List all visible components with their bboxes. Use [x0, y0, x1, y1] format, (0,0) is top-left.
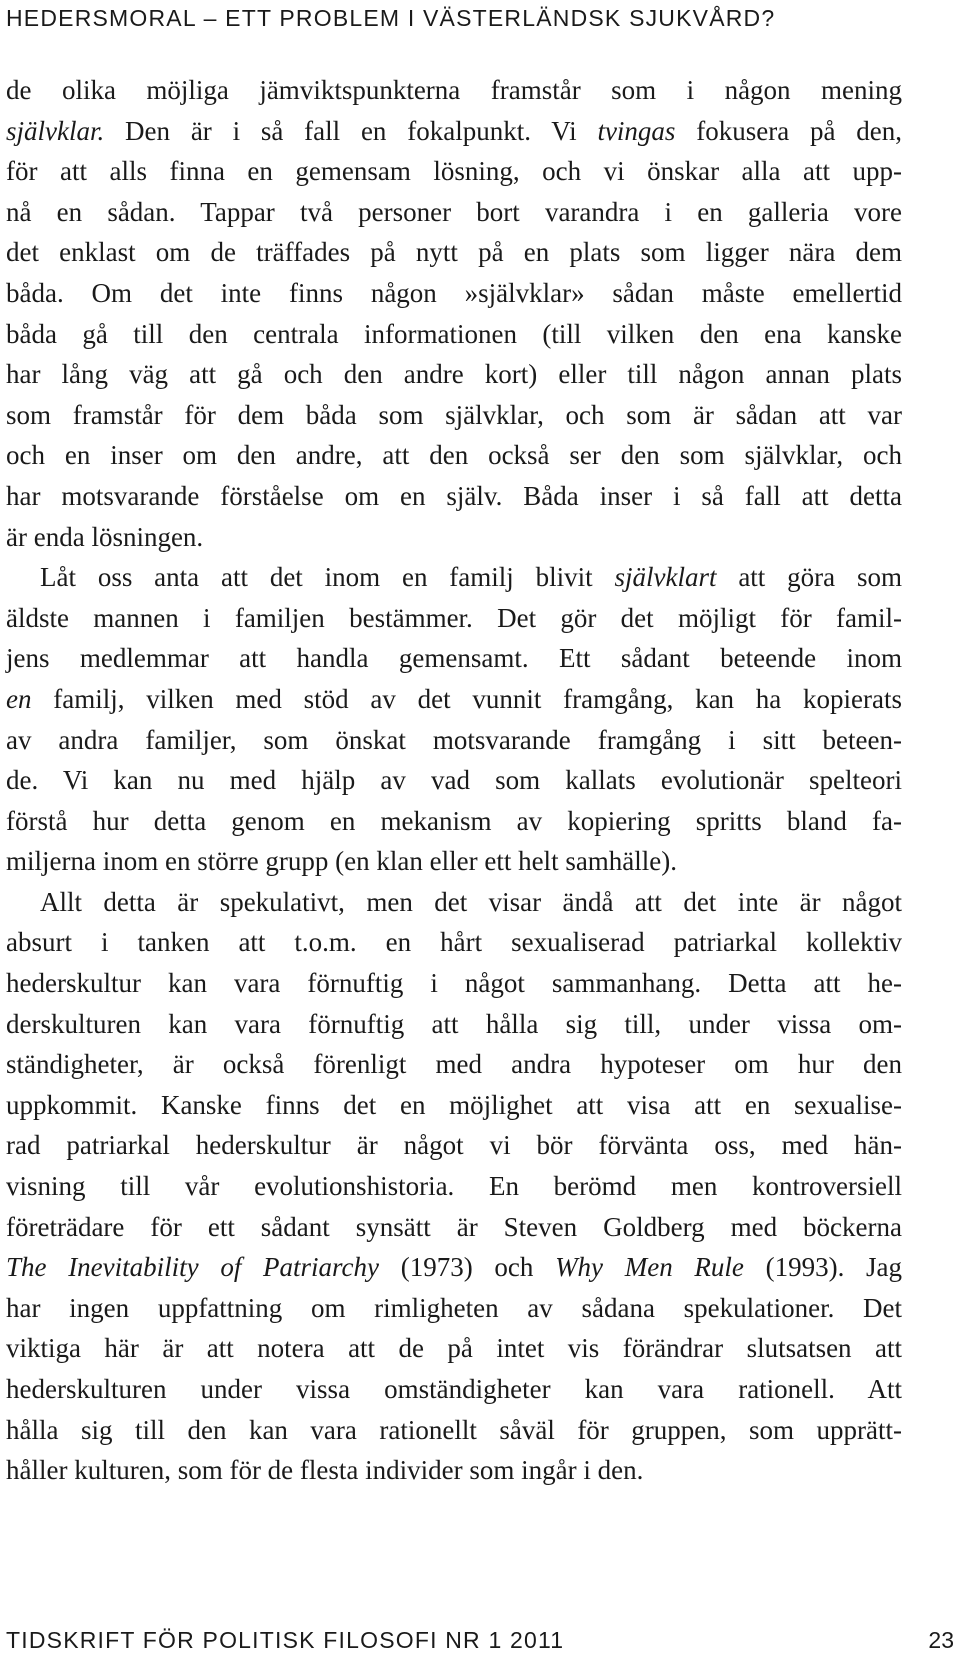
text-segment: för att alls finna en gemensam lösning, och vi önskar alla att upp-: [6, 156, 902, 187]
text-line: [6, 273, 902, 314]
text-segment: Den är i så fall en fokalpunkt. Vi: [104, 115, 598, 146]
text-segment: familj, vilken med stöd av det vunnit framgång, kan ha kopierats: [31, 683, 902, 714]
text-segment: har ingen uppfattning om rimligheten av sådana spekulationer. Det: [6, 1292, 902, 1323]
text-line: [6, 395, 902, 436]
text-line: [6, 1247, 902, 1288]
text-segment: som framstår för dem båda som självklar, och som är sådan att var: [6, 399, 902, 430]
text-line: [6, 70, 902, 111]
italic-text: Why Men Rule: [555, 1252, 744, 1283]
text-line: [6, 435, 902, 476]
text-segment: förstå hur detta genom en mekanism av kopiering spritts bland fa-: [6, 805, 902, 836]
text-segment: (1973) och: [379, 1252, 556, 1283]
text-line: [6, 476, 902, 517]
text-segment: de olika möjliga jämviktspunkterna framstår som i någon mening: [6, 75, 902, 105]
text-line: [6, 314, 902, 355]
text-line: [6, 1288, 902, 1329]
text-line: [6, 1369, 902, 1410]
article-body: [6, 70, 902, 1491]
text-line: [6, 1166, 902, 1207]
text-segment: och en inser om den andre, att den också ser den som självklar, och: [6, 440, 902, 471]
text-line: [6, 1125, 902, 1166]
italic-text: The Inevitability of Patriarchy: [6, 1252, 380, 1283]
running-head: HEDERSMORAL – ETT PROBLEM I VÄSTERLÄNDSK SJUKVÅRD?: [6, 5, 776, 31]
text-segment: ständigheter, är också förenligt med andra hypoteser om hur den: [6, 1049, 902, 1080]
text-segment: visning till vår evolutionshistoria. En berömd men kontroversiell: [6, 1171, 902, 1202]
text-line: [6, 1328, 902, 1369]
text-line: [6, 1207, 902, 1248]
text-line: [6, 963, 902, 1004]
text-segment: viktiga här är att notera att de på intet vis förändrar slutsatsen att: [6, 1333, 902, 1364]
text-line: [6, 1085, 902, 1126]
text-line: [6, 760, 902, 801]
text-segment: de. Vi kan nu med hjälp av vad som kallats evolutionär spelteori: [6, 765, 902, 796]
text-segment: (1993). Jag: [743, 1252, 902, 1283]
text-segment: nå en sådan. Tappar två personer bort varandra i en galleria vore: [6, 196, 902, 227]
journal-footer: TIDSKRIFT FÖR POLITISK FILOSOFI NR 1 2011: [6, 1627, 565, 1653]
text-segment: äldste mannen i familjen bestämmer. Det gör det möjligt för famil-: [6, 602, 902, 633]
text-line: [6, 720, 902, 761]
text-line: [6, 1044, 902, 1085]
text-line: [6, 517, 902, 558]
text-line: [6, 232, 902, 273]
text-segment: derskulturen kan vara förnuftig att hålla sig till, under vissa om-: [6, 1008, 902, 1039]
text-line: [6, 111, 902, 152]
text-segment: hederskultur kan vara förnuftig i något sammanhang. Detta att he-: [6, 968, 902, 999]
italic-text: självklar.: [6, 115, 105, 146]
text-line: [6, 1450, 902, 1491]
text-line: [6, 354, 902, 395]
text-line: [6, 922, 902, 963]
text-segment: fokusera på den,: [675, 115, 902, 146]
page-number: 23: [928, 1627, 954, 1653]
text-segment: företrädare för ett sådant synsätt är Steven Goldberg med böckerna: [6, 1211, 902, 1242]
italic-text: tvingas: [597, 115, 676, 146]
text-line: [6, 557, 902, 598]
text-segment: Allt detta är spekulativt, men det visar ändå att det inte är något: [40, 886, 902, 917]
text-segment: har lång väg att gå och den andre kort) eller till någon annan plats: [6, 359, 902, 390]
text-line: [6, 801, 902, 842]
text-segment: att göra som: [716, 562, 902, 593]
text-line: [6, 841, 902, 882]
text-segment: har motsvarande förståelse om en själv. Båda inser i så fall att detta: [6, 480, 902, 511]
text-segment: rad patriarkal hederskultur är något vi bör förvänta oss, med hän-: [6, 1130, 902, 1161]
text-segment: absurt i tanken att t.o.m. en hårt sexualiserad patriarkal kollektiv: [6, 927, 902, 958]
text-line: [6, 1410, 902, 1451]
text-line: [6, 638, 902, 679]
text-segment: miljerna inom en större grupp (en klan eller ett helt samhälle).: [6, 846, 678, 877]
text-line: [6, 192, 902, 233]
text-line: [6, 882, 902, 923]
text-segment: jens medlemmar att handla gemensamt. Ett sådant beteende inom: [6, 643, 902, 674]
text-segment: hederskulturen under vissa omständigheter kan vara rationell. Att: [6, 1374, 902, 1404]
text-line: [6, 151, 902, 192]
text-segment: hålla sig till den kan vara rationellt såväl för gruppen, som upprätt-: [6, 1414, 902, 1445]
text-segment: håller kulturen, som för de flesta individer som ingår i den.: [6, 1455, 644, 1486]
text-segment: är enda lösningen.: [6, 521, 204, 552]
text-segment: båda gå till den centrala informationen (till vilken den ena kanske: [6, 318, 902, 349]
text-segment: av andra familjer, som önskat motsvarande framgång i sitt beteen-: [6, 724, 902, 755]
text-segment: Låt oss anta att det inom en familj blivit: [40, 562, 615, 593]
text-segment: det enklast om de träffades på nytt på en plats som ligger nära dem: [6, 237, 902, 268]
italic-text: självklart: [614, 562, 717, 593]
text-line: [6, 679, 902, 720]
text-line: [6, 1004, 902, 1045]
italic-text: en: [6, 683, 32, 714]
text-segment: båda. Om det inte finns någon »självklar» sådan måste emellertid: [6, 277, 902, 308]
text-segment: uppkommit. Kanske finns det en möjlighet att visa att en sexualise-: [6, 1089, 902, 1120]
text-line: [6, 598, 902, 639]
